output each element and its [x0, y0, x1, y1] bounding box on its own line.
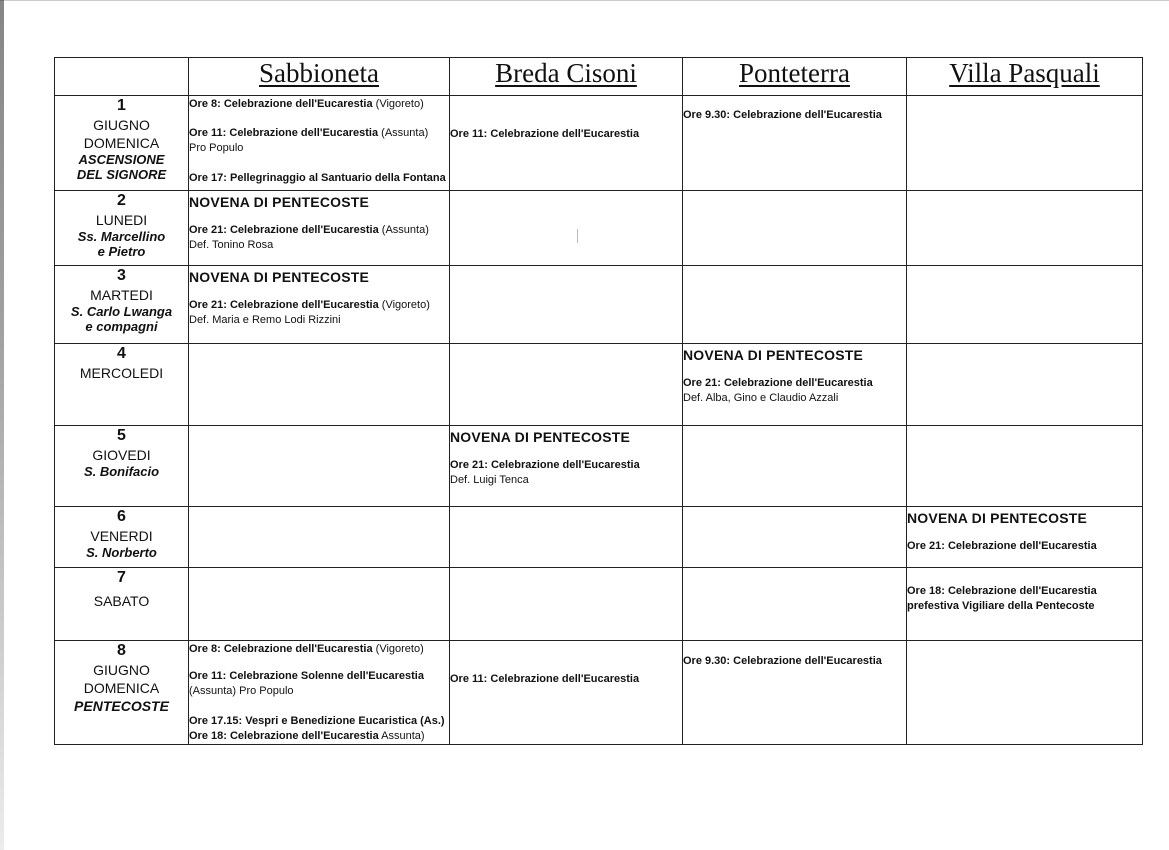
- month-label: GIUGNO: [93, 117, 150, 133]
- event: Ore 17: Pellegrinaggio al Santuario della Fontana: [189, 172, 446, 184]
- cell-ponteterra: [683, 96, 907, 191]
- weekday-label: GIOVEDI: [92, 447, 151, 463]
- table-row: [55, 507, 1143, 568]
- cell-ponteterra: [683, 266, 907, 344]
- cell-sabbioneta: [189, 568, 450, 641]
- weekday-label: MERCOLEDI: [79, 365, 164, 381]
- feast-label: e compagni: [85, 319, 158, 334]
- cell-villa-pasquali: [907, 507, 1143, 568]
- table-row: [55, 266, 1143, 344]
- day-cell: [55, 641, 189, 745]
- event: Ore 8: Celebrazione dell'Eucarestia (Vigoreto): [189, 98, 424, 110]
- day-number: 5: [117, 427, 126, 444]
- header-row: [55, 58, 1143, 96]
- novena-heading: NOVENA DI PENTECOSTE: [683, 347, 864, 363]
- cell-ponteterra: [683, 568, 907, 641]
- cell-villa-pasquali: [907, 96, 1143, 191]
- day-number: 2: [117, 192, 126, 209]
- event-note: prefestiva Vigiliare della Pentecoste: [907, 600, 1095, 612]
- feast-label: PENTECOSTE: [74, 698, 169, 714]
- scan-artifact: [577, 229, 578, 243]
- day-cell: [55, 426, 189, 507]
- day-cell: [55, 507, 189, 568]
- cell-sabbioneta: [189, 641, 450, 745]
- event-note: Def. Tonino Rosa: [189, 239, 274, 251]
- event: Ore 18: Celebrazione dell'Eucarestia Assunta): [189, 730, 425, 742]
- day-cell: [55, 191, 189, 266]
- day-number: 1: [117, 97, 126, 114]
- cell-ponteterra: [683, 426, 907, 507]
- table-row: [55, 191, 1143, 266]
- event: Ore 9.30: Celebrazione dell'Eucarestia: [683, 109, 882, 121]
- cell-sabbioneta: [189, 266, 450, 344]
- weekday-label: DOMENICA: [83, 680, 160, 696]
- table-row: [55, 426, 1143, 507]
- day-cell: [55, 568, 189, 641]
- day-number: 7: [117, 569, 126, 586]
- cell-breda-cisoni: [450, 96, 683, 191]
- day-cell: [55, 96, 189, 191]
- cell-breda-cisoni: [450, 266, 683, 344]
- event: Ore 11: Celebrazione dell'Eucarestia: [450, 128, 640, 140]
- weekday-label: MARTEDI: [90, 287, 153, 303]
- event-note: Def. Alba, Gino e Claudio Azzali: [683, 392, 839, 404]
- novena-heading: NOVENA DI PENTECOSTE: [450, 429, 631, 445]
- scan-edge-left: [0, 0, 4, 850]
- cell-breda-cisoni: [450, 568, 683, 641]
- cell-breda-cisoni: [450, 191, 683, 266]
- feast-label: e Pietro: [97, 244, 146, 259]
- cell-villa-pasquali: [907, 266, 1143, 344]
- event: Ore 11: Celebrazione dell'Eucarestia (Assunta): [189, 127, 429, 139]
- column-header-sabbioneta: Sabbioneta: [189, 58, 450, 96]
- novena-heading: NOVENA DI PENTECOSTE: [189, 269, 370, 285]
- day-number: 4: [117, 345, 126, 362]
- feast-label: S. Bonifacio: [83, 464, 160, 479]
- cell-breda-cisoni: [450, 507, 683, 568]
- table-row: [55, 641, 1143, 745]
- event: Ore 21: Celebrazione dell'Eucarestia (Assunta): [189, 224, 429, 236]
- cell-breda-cisoni: [450, 426, 683, 507]
- weekday-label: DOMENICA: [83, 135, 160, 151]
- feast-label: Ss. Marcellino: [77, 229, 166, 244]
- weekday-label: VENERDI: [90, 528, 153, 544]
- event: Ore 21: Celebrazione dell'Eucarestia: [907, 540, 1097, 552]
- feast-label: ASCENSIONE: [78, 152, 165, 167]
- header-blank: [55, 58, 189, 96]
- cell-villa-pasquali: [907, 568, 1143, 641]
- day-number: 8: [117, 642, 126, 659]
- event: Ore 11: Celebrazione Solenne dell'Eucarestia: [189, 670, 424, 682]
- cell-sabbioneta: [189, 426, 450, 507]
- cell-ponteterra: [683, 507, 907, 568]
- month-label: GIUGNO: [93, 662, 150, 678]
- cell-sabbioneta: [189, 191, 450, 266]
- event: Ore 11: Celebrazione dell'Eucarestia: [450, 673, 640, 685]
- scan-edge-top: [0, 0, 1169, 1]
- cell-ponteterra: [683, 344, 907, 426]
- weekday-label: SABATO: [93, 593, 150, 609]
- event: Ore 17.15: Vespri e Benedizione Eucaristica (As.): [189, 715, 445, 727]
- table-row: [55, 344, 1143, 426]
- event: Ore 21: Celebrazione dell'Eucarestia: [683, 377, 873, 389]
- column-header-breda-cisoni: Breda Cisoni: [450, 58, 683, 96]
- table-row: [55, 568, 1143, 641]
- event-note: Pro Populo: [189, 142, 244, 154]
- cell-breda-cisoni: [450, 344, 683, 426]
- day-cell: [55, 266, 189, 344]
- event-note: (Assunta) Pro Populo: [189, 685, 294, 697]
- event: Ore 21: Celebrazione dell'Eucarestia (Vigoreto): [189, 299, 430, 311]
- event-note: Def. Luigi Tenca: [450, 474, 529, 486]
- day-number: 6: [117, 508, 126, 525]
- novena-heading: NOVENA DI PENTECOSTE: [907, 510, 1088, 526]
- cell-sabbioneta: [189, 507, 450, 568]
- cell-ponteterra: [683, 191, 907, 266]
- feast-label: S. Carlo Lwanga: [70, 304, 173, 319]
- cell-ponteterra: [683, 641, 907, 745]
- cell-villa-pasquali: [907, 191, 1143, 266]
- cell-villa-pasquali: [907, 641, 1143, 745]
- cell-villa-pasquali: [907, 344, 1143, 426]
- table-row: [55, 96, 1143, 191]
- column-header-villa-pasquali: Villa Pasquali: [907, 58, 1143, 96]
- cell-sabbioneta: [189, 344, 450, 426]
- feast-label: S. Norberto: [86, 545, 157, 560]
- cell-sabbioneta: [189, 96, 450, 191]
- column-header-ponteterra: Ponteterra: [683, 58, 907, 96]
- event-note: Def. Maria e Remo Lodi Rizzini: [189, 314, 341, 326]
- event: Ore 8: Celebrazione dell'Eucarestia (Vigoreto): [189, 643, 424, 655]
- event: Ore 9.30: Celebrazione dell'Eucarestia: [683, 655, 882, 667]
- cell-villa-pasquali: [907, 426, 1143, 507]
- day-number: 3: [117, 267, 126, 284]
- weekday-label: LUNEDI: [95, 212, 148, 228]
- event: Ore 21: Celebrazione dell'Eucarestia: [450, 459, 640, 471]
- feast-label: DEL SIGNORE: [76, 167, 167, 182]
- schedule-table: [54, 57, 1143, 745]
- day-cell: [55, 344, 189, 426]
- cell-breda-cisoni: [450, 641, 683, 745]
- novena-heading: NOVENA DI PENTECOSTE: [189, 194, 370, 210]
- event: Ore 18: Celebrazione dell'Eucarestia: [907, 585, 1097, 597]
